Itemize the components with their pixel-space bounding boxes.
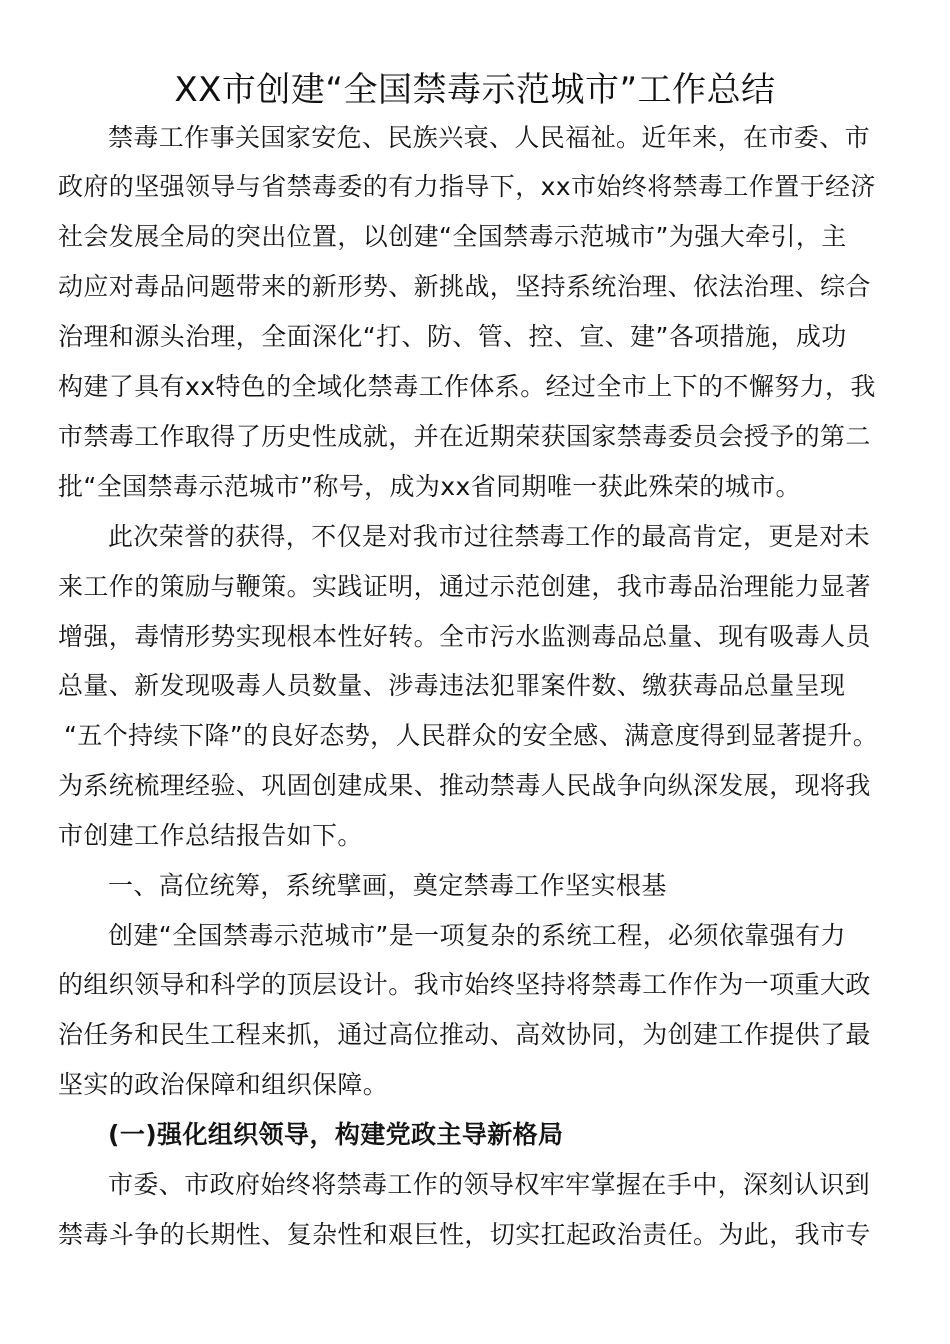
paragraph-line: 批“全国禁毒示范城市”称号，成为xx省同期唯一获此殊荣的城市。: [58, 472, 801, 501]
paragraph-line: 禁毒斗争的长期性、复杂性和艰巨性，切实扛起政治责任。为此，我市专: [58, 1220, 871, 1249]
paragraph-line: 治理和源头治理，全面深化“打、防、管、控、宣、建”各项措施，成功: [58, 322, 847, 351]
paragraph-line: “五个持续下降”的良好态势，人民群众的安全感、满意度得到显著提升。: [64, 721, 879, 750]
paragraph-line: 坚实的政治保障和组织保障。: [58, 1070, 389, 1099]
paragraph-line: 禁毒工作事关国家安危、民族兴衰、人民福祉。近年来，在市委、市: [108, 123, 871, 152]
paragraph-line: 总量、新发现吸毒人员数量、涉毒违法犯罪案件数、缴获毒品总量呈现: [58, 671, 846, 700]
paragraph-line: 增强，毒情形势实现根本性好转。全市污水监测毒品总量、现有吸毒人员: [58, 622, 871, 651]
paragraph-line: 治任务和民生工程来抓，通过高位推动、高效协同，为创建工作提供了最: [58, 1020, 871, 1049]
subsection-heading: (一)强化组织领导，构建党政主导新格局: [108, 1120, 564, 1149]
document-title: XX市创建“全国禁毒示范城市”工作总结: [174, 70, 776, 110]
section-heading: 一、高位统筹，系统擘画，奠定禁毒工作坚实根基: [108, 871, 667, 900]
paragraph-line: 社会发展全局的突出位置，以创建“全国禁毒示范城市”为强大牵引，主: [58, 222, 847, 251]
paragraph-line: 为系统梳理经验、巩固创建成果、推动禁毒人民战争向纵深发展，现将我: [58, 771, 871, 800]
paragraph-line: 市创建工作总结报告如下。: [58, 821, 363, 850]
paragraph-line: 的组织领导和科学的顶层设计。我市始终坚持将禁毒工作作为一项重大政: [58, 970, 871, 999]
paragraph-line: 构建了具有xx特色的全域化禁毒工作体系。经过全市上下的不懈努力，我: [58, 372, 876, 401]
paragraph-line: 此次荣誉的获得，不仅是对我市过往禁毒工作的最高肯定，更是对未: [108, 522, 871, 551]
paragraph-line: 市禁毒工作取得了历史性成就，并在近期荣获国家禁毒委员会授予的第二: [58, 422, 871, 451]
paragraph-line: 政府的坚强领导与省禁毒委的有力指导下，xx市始终将禁毒工作置于经济: [58, 172, 876, 201]
paragraph-line: 创建“全国禁毒示范城市”是一项复杂的系统工程，必须依靠强有力: [108, 921, 846, 950]
paragraph-line: 动应对毒品问题带来的新形势、新挑战，坚持系统治理、依法治理、综合: [58, 272, 871, 301]
paragraph-line: 来工作的策励与鞭策。实践证明，通过示范创建，我市毒品治理能力显著: [58, 572, 871, 601]
paragraph-line: 市委、市政府始终将禁毒工作的领导权牢牢掌握在手中，深刻认识到: [108, 1170, 871, 1199]
